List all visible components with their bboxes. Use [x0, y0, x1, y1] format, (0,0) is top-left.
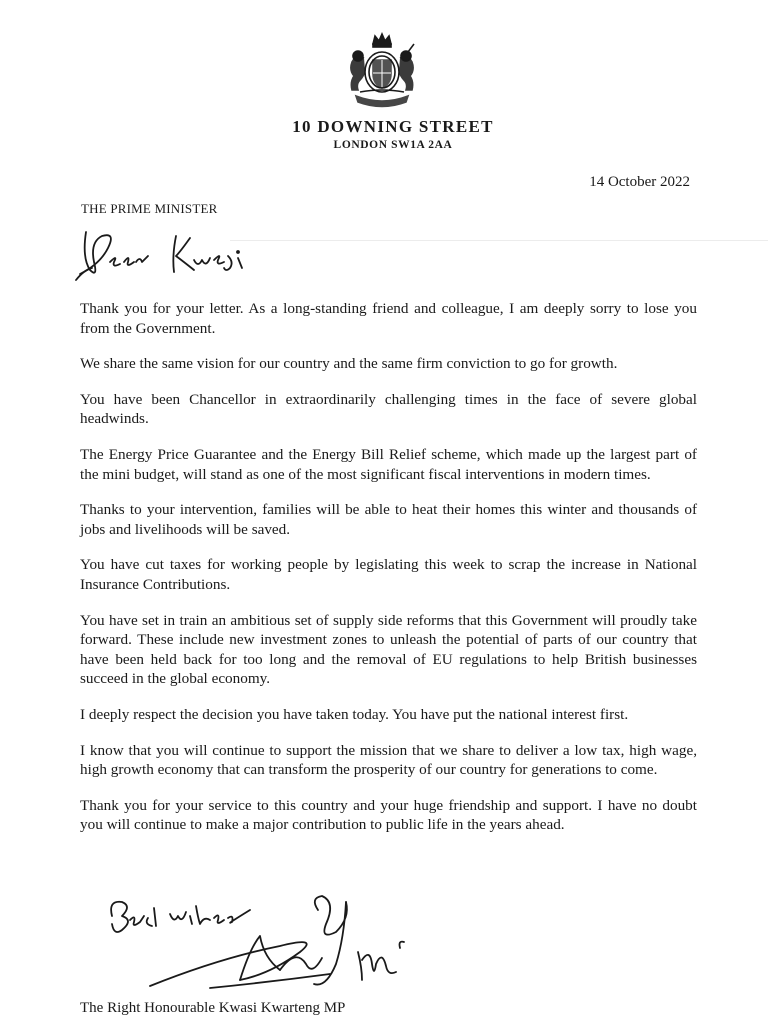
body-paragraph: I deeply respect the decision you have taken today. You have put the national interest first. — [80, 705, 629, 723]
handwritten-signoff-signature — [100, 888, 470, 1000]
handwritten-salutation — [68, 218, 288, 288]
divider — [230, 240, 768, 241]
body-paragraph: We share the same vision for our country and the same firm conviction to go for growth. — [80, 355, 618, 373]
body-paragraph: The Energy Price Guarantee and the Energy Bill Relief scheme, which made up the largest part of the mini budget, will stand as one of the most significant fiscal interventions in modern times. — [80, 446, 697, 483]
body-paragraph: Thank you for your letter. As a long-standing friend and colleague, I am deeply sorry to lose you from the Government. — [80, 300, 697, 337]
letter-date: 14 October 2022 — [589, 174, 690, 190]
recipient-name: The Right Honourable Kwasi Kwarteng MP — [80, 1000, 346, 1016]
letter-body — [80, 299, 697, 851]
body-paragraph: You have set in train an ambitious set of supply side reforms that this Government will proudly take forward. These include new investment zones to unleash the potential of parts of our country that have been held back for too long and the removal of EU regulations to help British businesses succeed in the global economy. — [80, 611, 697, 688]
body-paragraph: Thank you for your service to this country and your huge friendship and support. I have no doubt you will continue to make a major contribution to public life in the years ahead. — [80, 796, 697, 834]
body-paragraph: You have been Chancellor in extraordinarily challenging times in the face of severe global headwinds. — [80, 390, 697, 428]
body-paragraph: Thanks to your intervention, families will be able to heat their homes this winter and thousands of jobs and livelihoods will be saved. — [80, 501, 697, 538]
royal-coat-of-arms-icon — [340, 30, 424, 114]
letterhead-address-line2: LONDON SW1A 2AA — [333, 139, 453, 151]
letterhead-address-line1: 10 DOWNING STREET — [292, 117, 494, 136]
sender-title: THE PRIME MINISTER — [81, 201, 218, 216]
body-paragraph: You have cut taxes for working people by legislating this week to scrap the increase in National Insurance Contributions. — [80, 556, 697, 593]
body-paragraph: I know that you will continue to support the mission that we share to deliver a low tax, high wage, high growth economy that can transform the prosperity of our country for generations to come. — [80, 741, 697, 778]
